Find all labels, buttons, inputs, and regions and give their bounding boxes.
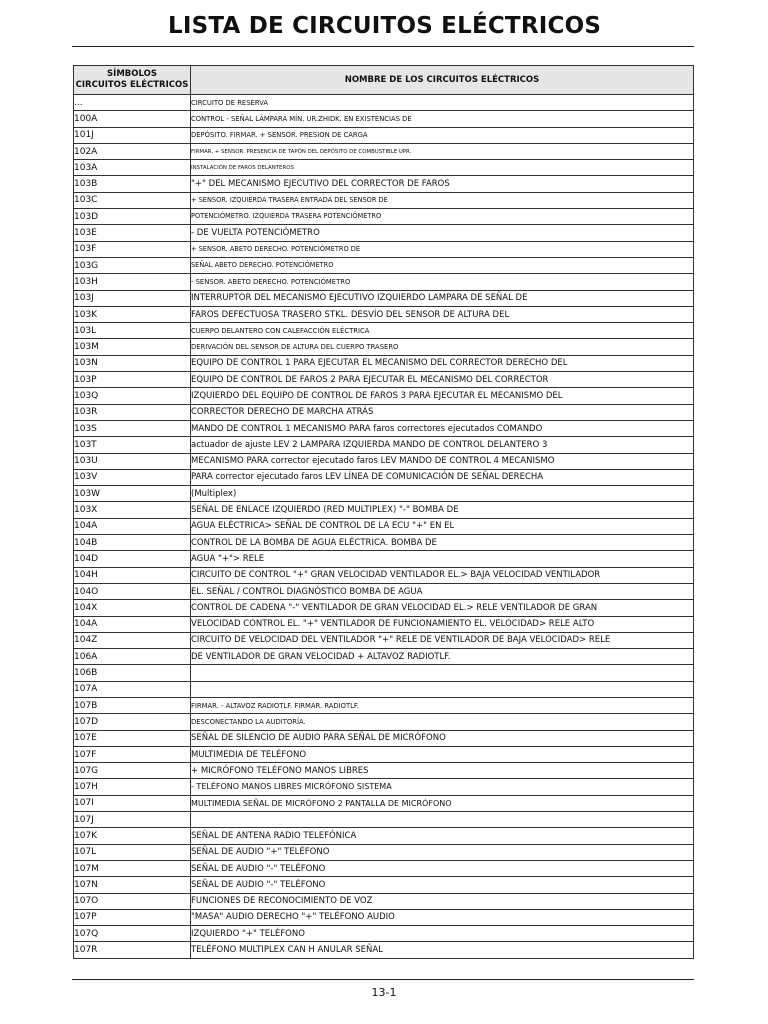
table-row <box>74 486 694 502</box>
circuit-name: SEÑAL DE AUDIO "+" TELÉFONO <box>191 844 694 860</box>
circuit-symbol: 107Q <box>74 926 191 942</box>
circuit-name: - DE VUELTA POTENCIÓMETRO <box>191 225 694 241</box>
table-row <box>74 306 694 322</box>
circuit-symbol: 107G <box>74 763 191 779</box>
circuit-name: PARA corrector ejecutado faros LEV LÍNEA DE COMUNICACIÓN DE SEÑAL DERECHA <box>191 469 694 485</box>
footer-rule <box>72 979 694 980</box>
circuit-name: + SENSOR. IZQUIERDA TRASERA ENTRADA DEL SENSOR DE <box>191 192 694 208</box>
circuit-symbol: 103M <box>74 339 191 355</box>
circuit-symbol: 103D <box>74 209 191 225</box>
circuit-name: CONTROL DE CADENA "-" VENTILADOR DE GRAN VELOCIDAD EL.> RELE VENTILADOR DE GRAN <box>191 600 694 616</box>
table-row <box>74 877 694 893</box>
page-title: LISTA DE CIRCUITOS ELÉCTRICOS <box>168 13 602 39</box>
table-row <box>74 111 694 127</box>
table-row <box>74 567 694 583</box>
table-row <box>74 779 694 795</box>
table-row <box>74 469 694 485</box>
circuit-symbol: 104O <box>74 583 191 599</box>
table-row <box>74 893 694 909</box>
circuit-symbol: 104A <box>74 518 191 534</box>
circuit-name: actuador de ajuste LEV 2 LAMPARA IZQUIERDA MANDO DE CONTROL DELANTERO 3 <box>191 437 694 453</box>
circuit-symbol: 107D <box>74 714 191 730</box>
circuit-symbol: 107K <box>74 828 191 844</box>
circuit-symbol: 103P <box>74 372 191 388</box>
circuit-name: CONTROL DE LA BOMBA DE AGUA ELÉCTRICA. BOMBA DE <box>191 535 694 551</box>
circuit-symbol: 103U <box>74 453 191 469</box>
circuit-name: + MICRÓFONO TELÉFONO MANOS LIBRES <box>191 763 694 779</box>
circuit-symbol: 107E <box>74 730 191 746</box>
circuit-symbol: 104A <box>74 616 191 632</box>
circuit-symbol: 103Q <box>74 388 191 404</box>
circuit-symbol: ... <box>74 95 191 111</box>
table-row <box>74 681 694 697</box>
table-row <box>74 795 694 811</box>
circuit-name: CORRECTOR DERECHO DE MARCHA ATRÁS <box>191 404 694 420</box>
circuit-name: EQUIPO DE CONTROL 1 PARA EJECUTAR EL MECANISMO DEL CORRECTOR DERECHO DEL <box>191 355 694 371</box>
table-row <box>74 551 694 567</box>
header-symbols-line: CIRCUITOS ELÉCTRICOS <box>75 80 189 90</box>
table-row <box>74 453 694 469</box>
table-header-row <box>74 66 694 95</box>
table-row <box>74 437 694 453</box>
table-row <box>74 143 694 159</box>
circuit-name: EL. SEÑAL / CONTROL DIAGNÓSTICO BOMBA DE AGUA <box>191 583 694 599</box>
circuit-name: AGUA ELÉCTRICA> SEÑAL DE CONTROL DE LA ECU "+" EN EL <box>191 518 694 534</box>
table-row <box>74 632 694 648</box>
table-row <box>74 339 694 355</box>
circuit-symbol: 104D <box>74 551 191 567</box>
circuit-name: INSTALACIÓN DE FAROS DELANTEROS <box>191 160 694 176</box>
circuit-name: DE VENTILADOR DE GRAN VELOCIDAD + ALTAVOZ RADIOTLF. <box>191 649 694 665</box>
table-row <box>74 518 694 534</box>
circuit-name: FIRMAR. + SENSOR. PRESENCIA DE TAPÓN DEL DEPÓSITO DE COMBUSTIBLE UPR. <box>191 143 694 159</box>
table-row <box>74 926 694 942</box>
table-row <box>74 420 694 436</box>
circuit-name: + SENSOR. ABETO DERECHO. POTENCIÓMETRO DE <box>191 241 694 257</box>
circuit-name: FAROS DEFECTUOSA TRASERO STKL. DESVÍO DEL SENSOR DE ALTURA DEL <box>191 306 694 322</box>
title-rule <box>72 46 694 47</box>
circuit-symbol: 103S <box>74 420 191 436</box>
table-row <box>74 372 694 388</box>
table-row <box>74 600 694 616</box>
circuit-name: SEÑAL DE AUDIO "-" TELÉFONO <box>191 860 694 876</box>
circuit-name: INTERRUPTOR DEL MECANISMO EJECUTIVO IZQUIERDO LAMPARA DE SEÑAL DE <box>191 290 694 306</box>
circuit-symbol: 104H <box>74 567 191 583</box>
table-row <box>74 583 694 599</box>
table-row <box>74 274 694 290</box>
circuit-name: MECANISMO PARA corrector ejecutado faros LEV MANDO DE CONTROL 4 MECANISMO <box>191 453 694 469</box>
circuit-symbol: 103R <box>74 404 191 420</box>
circuit-symbol: 103W <box>74 486 191 502</box>
circuit-symbol: 103B <box>74 176 191 192</box>
table-row <box>74 697 694 713</box>
circuit-name: CONTROL - SEÑAL LÁMPARA MÍN. UR.ZHIDK. EN EXISTENCIAS DE <box>191 111 694 127</box>
circuit-symbol: 107B <box>74 697 191 713</box>
table-row <box>74 355 694 371</box>
table-row <box>74 535 694 551</box>
circuit-name: CIRCUITO DE RESERVA <box>191 95 694 111</box>
circuit-name: DEPÓSITO. FIRMAR. + SENSOR. PRESION DE CARGA <box>191 127 694 143</box>
table-row <box>74 616 694 632</box>
circuit-name: EQUIPO DE CONTROL DE FAROS 2 PARA EJECUTAR EL MECANISMO DEL CORRECTOR <box>191 372 694 388</box>
table-row <box>74 388 694 404</box>
circuit-name: (Multiplex) <box>191 486 694 502</box>
circuit-symbol: 104X <box>74 600 191 616</box>
table-row <box>74 909 694 925</box>
table-row <box>74 812 694 828</box>
circuit-symbol: 103T <box>74 437 191 453</box>
circuit-symbol: 103N <box>74 355 191 371</box>
header-symbols <box>74 66 191 95</box>
circuit-symbol: 103F <box>74 241 191 257</box>
circuit-name: TELÉFONO MULTIPLEX CAN H ANULAR SEÑAL <box>191 942 694 958</box>
circuit-name: VELOCIDAD CONTROL EL. "+" VENTILADOR DE FUNCIONAMIENTO EL. VELOCIDAD> RELE ALTO <box>191 616 694 632</box>
table-row <box>74 844 694 860</box>
circuit-symbol: 103A <box>74 160 191 176</box>
page-number: 13-1 <box>371 986 397 999</box>
circuit-name: SEÑAL DE AUDIO "-" TELÉFONO <box>191 877 694 893</box>
circuit-name: CIRCUITO DE VELOCIDAD DEL VENTILADOR "+" RELE DE VENTILADOR DE BAJA VELOCIDAD> RELE <box>191 632 694 648</box>
circuit-name <box>191 681 694 697</box>
circuit-name: "MASA" AUDIO DERECHO "+" TELÉFONO AUDIO <box>191 909 694 925</box>
circuit-symbol: 107I <box>74 795 191 811</box>
circuit-name: - SENSOR. ABETO DERECHO. POTENCIÓMETRO <box>191 274 694 290</box>
circuit-name: "+" DEL MECANISMO EJECUTIVO DEL CORRECTOR DE FAROS <box>191 176 694 192</box>
table-row <box>74 714 694 730</box>
circuit-name: IZQUIERDO DEL EQUIPO DE CONTROL DE FAROS 3 PARA EJECUTAR EL MECANISMO DEL <box>191 388 694 404</box>
table-row <box>74 404 694 420</box>
circuit-symbol: 103X <box>74 502 191 518</box>
circuit-name <box>191 665 694 681</box>
circuit-symbol: 102A <box>74 143 191 159</box>
circuit-symbol: 107A <box>74 681 191 697</box>
table-row <box>74 209 694 225</box>
header-circuit-name: NOMBRE DE LOS CIRCUITOS ELÉCTRICOS <box>191 66 694 95</box>
circuit-symbol: 107H <box>74 779 191 795</box>
circuit-symbol: 104B <box>74 535 191 551</box>
table-row <box>74 160 694 176</box>
table-row <box>74 942 694 958</box>
circuit-symbol: 106B <box>74 665 191 681</box>
circuit-name: FIRMAR. - ALTAVOZ RADIOTLF. FIRMAR. RADIOTLF. <box>191 697 694 713</box>
table-row <box>74 649 694 665</box>
table-row <box>74 241 694 257</box>
table-row <box>74 860 694 876</box>
circuit-symbol: 107R <box>74 942 191 958</box>
circuit-symbol: 107L <box>74 844 191 860</box>
circuit-symbol: 107O <box>74 893 191 909</box>
circuit-symbol: 100A <box>74 111 191 127</box>
circuit-symbol: 107J <box>74 812 191 828</box>
circuit-name: SEÑAL DE SILENCIO DE AUDIO PARA SEÑAL DE MICRÓFONO <box>191 730 694 746</box>
circuit-name: AGUA "+"> RELE <box>191 551 694 567</box>
circuit-symbol: 103K <box>74 306 191 322</box>
circuit-symbol: 101J <box>74 127 191 143</box>
circuit-name: MULTIMEDIA DE TELÉFONO <box>191 746 694 762</box>
table-row <box>74 763 694 779</box>
circuit-symbol: 103G <box>74 257 191 273</box>
table-row <box>74 746 694 762</box>
circuit-symbol: 103L <box>74 323 191 339</box>
circuit-name: - TELÉFONO MANOS LIBRES MICRÓFONO SISTEMA <box>191 779 694 795</box>
circuit-name: IZQUIERDO "+" TELÉFONO <box>191 926 694 942</box>
table-row <box>74 290 694 306</box>
circuits-table <box>73 65 694 959</box>
table-row <box>74 225 694 241</box>
circuit-name <box>191 812 694 828</box>
circuit-name: SEÑAL DE ENLACE IZQUIERDO (RED MULTIPLEX) "-" BOMBA DE <box>191 502 694 518</box>
table-row <box>74 176 694 192</box>
circuit-symbol: 103V <box>74 469 191 485</box>
table-row <box>74 192 694 208</box>
circuit-name: MULTIMEDIA SEÑAL DE MICRÓFONO 2 PANTALLA DE MICRÓFONO <box>191 795 694 811</box>
circuit-name: POTENCIÓMETRO. IZQUIERDA TRASERA POTENCIÓMETRO <box>191 209 694 225</box>
header-symbols-line: SÍMBOLOS <box>107 69 157 79</box>
circuit-symbol: 103C <box>74 192 191 208</box>
circuit-symbol: 107M <box>74 860 191 876</box>
circuit-symbol: 107F <box>74 746 191 762</box>
table-row <box>74 323 694 339</box>
circuit-symbol: 104Z <box>74 632 191 648</box>
circuit-name: SEÑAL DE ANTENA RADIO TELEFÓNICA <box>191 828 694 844</box>
circuit-symbol: 103H <box>74 274 191 290</box>
circuit-name: DESCONECTANDO LA AUDITORÍA. <box>191 714 694 730</box>
table-body <box>74 95 694 959</box>
circuit-symbol: 103E <box>74 225 191 241</box>
circuit-symbol: 103J <box>74 290 191 306</box>
circuit-name: MANDO DE CONTROL 1 MECANISMO PARA faros correctores ejecutados COMANDO <box>191 420 694 436</box>
table-row <box>74 730 694 746</box>
table-row <box>74 127 694 143</box>
circuit-symbol: 106A <box>74 649 191 665</box>
circuit-name: CIRCUITO DE CONTROL "+" GRAN VELOCIDAD VENTILADOR EL.> BAJA VELOCIDAD VENTILADOR <box>191 567 694 583</box>
circuit-symbol: 107N <box>74 877 191 893</box>
circuit-name: SEÑAL ABETO DERECHO. POTENCIÓMETRO <box>191 257 694 273</box>
table-row <box>74 257 694 273</box>
table-row <box>74 95 694 111</box>
circuit-symbol: 107P <box>74 909 191 925</box>
circuit-name: DERIVACIÓN DEL SENSOR DE ALTURA DEL CUERPO TRASERO <box>191 339 694 355</box>
table-row <box>74 502 694 518</box>
table-row <box>74 665 694 681</box>
circuit-name: FUNCIONES DE RECONOCIMIENTO DE VOZ <box>191 893 694 909</box>
circuit-name: CUERPO DELANTERO CON CALEFACCIÓN ELÉCTRICA <box>191 323 694 339</box>
table-row <box>74 828 694 844</box>
